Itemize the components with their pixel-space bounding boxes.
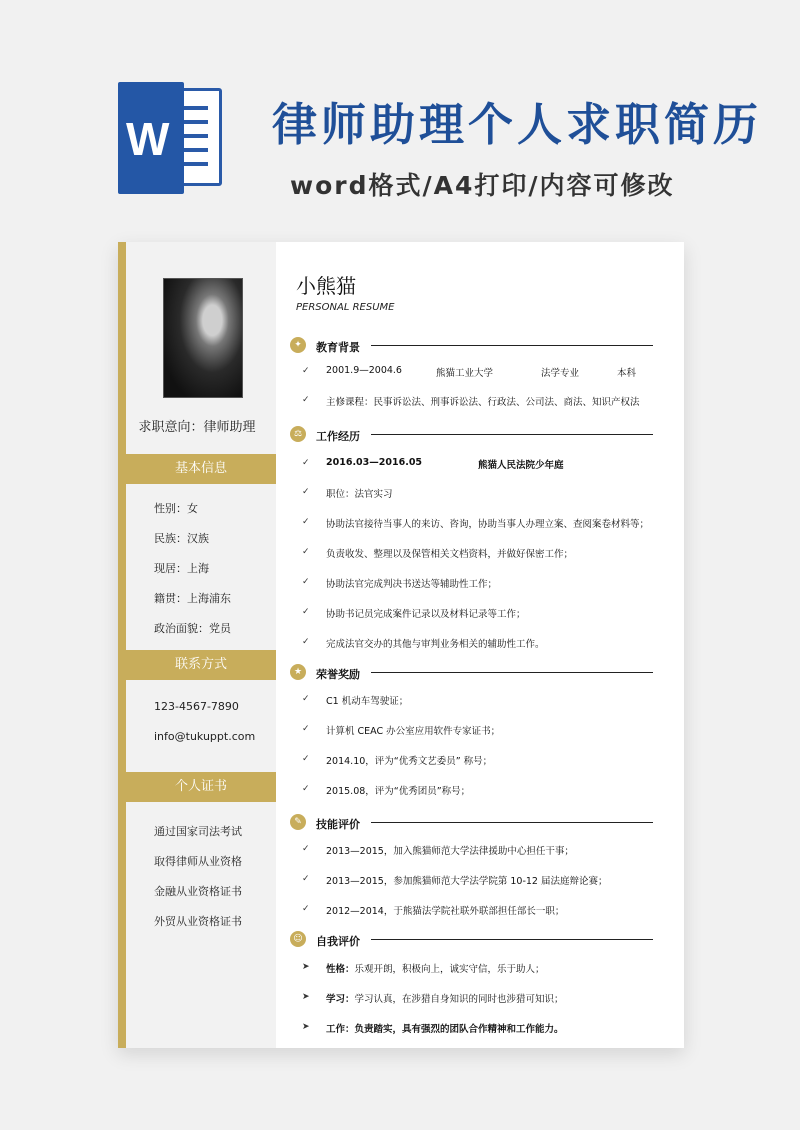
section-divider [371,434,653,435]
self-eval-item [326,1021,564,1035]
check-icon: ✓ [302,487,310,497]
self-eval-title: 自我评价 [316,935,360,948]
education-school: 熊猫工业大学 [436,368,494,379]
self-eval-label: 工作： [326,1024,355,1035]
cert-item: 取得律师从业资格 [154,855,242,868]
resume-sheet [118,242,684,1048]
resume-main [276,242,684,1048]
cert-item: 外贸从业资格证书 [154,915,242,928]
phone-number: 123-4567-7890 [154,700,239,713]
check-icon: ✓ [302,517,310,527]
education-title: 教育背景 [316,341,360,354]
basic-info-item: 性别：女 [154,502,198,515]
section-divider [371,822,653,823]
work-item: 完成法官交办的其他与审判业务相关的辅助性工作。 [326,639,545,650]
honor-item: 2015.08，评为“优秀团员”称号； [326,786,471,797]
work-item: 职位：法官实习 [326,489,393,500]
check-icon: ✓ [302,844,310,854]
word-letter: W [126,113,170,165]
check-icon: ✓ [302,395,310,405]
work-item: 协助书记员完成案件记录以及材料记录等工作； [326,609,526,620]
education-courses: 主修课程：民事诉讼法、刑事诉讼法、行政法、公司法、商法、知识产权法 [326,397,640,408]
check-icon: ✓ [302,694,310,704]
check-icon: ✓ [302,724,310,734]
education-icon: ✦ [290,337,306,353]
self-eval-label: 性格： [326,964,355,975]
basic-info-item: 现居：上海 [154,562,209,575]
self-eval-text: 负责踏实，具有强烈的团队合作精神和工作能力。 [354,1024,564,1035]
check-icon: ✓ [302,904,310,914]
work-org: 熊猫人民法院少年庭 [478,460,564,471]
self-eval-item [326,961,545,975]
section-divider [371,939,653,940]
education-degree: 本科 [617,368,637,379]
basic-info-item: 政治面貌：党员 [154,622,231,635]
candidate-name: 小熊猫 [296,274,356,298]
skills-title: 技能评价 [316,818,360,831]
certs-heading: 个人证书 [126,772,276,802]
check-icon: ✓ [302,607,310,617]
self-eval-item [326,991,564,1005]
page-subtitle: word格式/A4打印/内容可修改 [290,171,675,200]
skill-item: 2013—2015，参加熊猫师范大学法学院第 10-12 届法庭辩论赛； [326,876,608,887]
check-icon: ✓ [302,637,310,647]
work-item: 协助法官完成判决书送达等辅助性工作； [326,579,498,590]
work-period: 2016.03—2016.05 [326,457,423,468]
honor-item: C1 机动车驾驶证； [326,696,409,707]
word-icon [118,82,228,194]
self-eval-text: 乐观开朗，积极向上，诚实守信，乐于助人； [354,964,545,975]
profile-photo [163,278,243,398]
honor-item: 计算机 CEAC 办公室应用软件专家证书； [326,726,501,737]
arrow-icon: ➤ [302,1022,310,1032]
section-divider [371,345,653,346]
honor-item: 2014.10，评为“优秀文艺委员” 称号； [326,756,493,767]
work-item: 协助法官接待当事人的来访、咨询，协助当事人办理立案、查阅案卷材料等； [326,519,650,530]
honors-title: 荣誉奖励 [316,668,360,681]
work-title: 工作经历 [316,430,360,443]
personal-resume-label: PERSONAL RESUME [296,302,395,313]
check-icon: ✓ [302,366,310,376]
contact-heading: 联系方式 [126,650,276,680]
check-icon: ✓ [302,784,310,794]
job-intent: 求职意向：律师助理 [138,420,256,435]
email-address: info@tukuppt.com [154,730,256,743]
arrow-icon: ➤ [302,962,310,972]
word-badge [118,82,184,194]
basic-info-heading: 基本信息 [126,454,276,484]
work-item: 负责收发、整理以及保管相关文档资料，并做好保密工作； [326,549,574,560]
basic-info-item: 籍贯：上海浦东 [154,592,231,605]
basic-info-item: 民族：汉族 [154,532,209,545]
self-eval-label: 学习： [326,994,355,1005]
cert-item: 通过国家司法考试 [154,825,242,838]
check-icon: ✓ [302,874,310,884]
resume-sidebar [118,242,276,1048]
skill-item: 2013—2015，加入熊猫师范大学法律援助中心担任干事； [326,846,574,857]
page-title: 律师助理个人求职简历 [272,98,763,151]
education-major: 法学专业 [541,368,580,379]
honors-icon: ★ [290,664,306,680]
education-period: 2001.9—2004.6 [326,365,402,376]
arrow-icon: ➤ [302,992,310,1002]
self-eval-icon: ☺ [290,931,306,947]
check-icon: ✓ [302,547,310,557]
accent-strip [118,242,126,1048]
work-icon: ⚖ [290,426,306,442]
check-icon: ✓ [302,458,310,468]
skills-icon: ✎ [290,814,306,830]
check-icon: ✓ [302,577,310,587]
check-icon: ✓ [302,754,310,764]
skill-item: 2012—2014，于熊猫法学院社联外联部担任部长一职； [326,906,565,917]
section-divider [371,672,653,673]
cert-item: 金融从业资格证书 [154,885,242,898]
self-eval-text: 学习认真，在涉猎自身知识的同时也涉猎可知识； [354,994,564,1005]
